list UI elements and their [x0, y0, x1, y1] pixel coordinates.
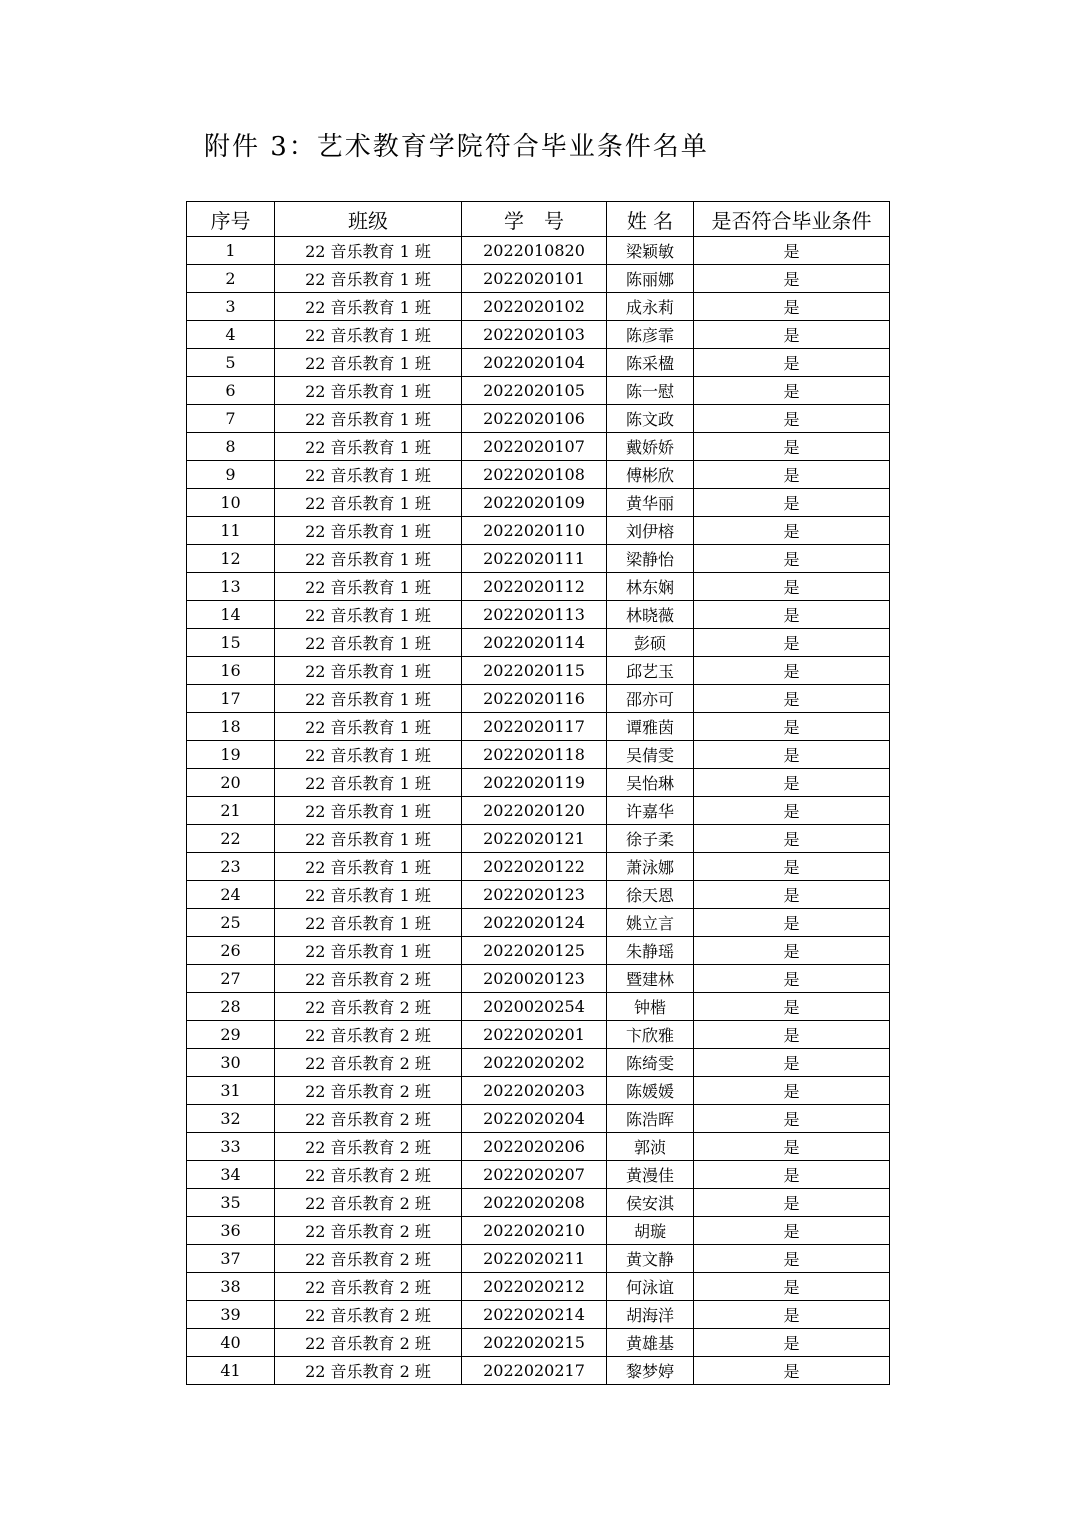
cell-eligible: 是 — [694, 405, 890, 433]
cell-class: 22 音乐教育 1 班 — [275, 657, 462, 685]
table-row — [187, 825, 890, 853]
table-row — [187, 881, 890, 909]
cell-student-id: 2022020119 — [462, 769, 607, 797]
cell-name: 傅彬欣 — [607, 461, 694, 489]
cell-name: 邱艺玉 — [607, 657, 694, 685]
cell-seq: 14 — [187, 601, 275, 629]
cell-eligible: 是 — [694, 1357, 890, 1385]
cell-class: 22 音乐教育 2 班 — [275, 1133, 462, 1161]
table-row — [187, 573, 890, 601]
table-row — [187, 377, 890, 405]
cell-class: 22 音乐教育 1 班 — [275, 881, 462, 909]
cell-eligible: 是 — [694, 1021, 890, 1049]
cell-class: 22 音乐教育 1 班 — [275, 237, 462, 265]
cell-seq: 25 — [187, 909, 275, 937]
cell-name: 朱静瑶 — [607, 937, 694, 965]
cell-eligible: 是 — [694, 797, 890, 825]
table-row — [187, 1217, 890, 1245]
cell-eligible: 是 — [694, 909, 890, 937]
cell-class: 22 音乐教育 2 班 — [275, 1077, 462, 1105]
cell-student-id: 2022020111 — [462, 545, 607, 573]
cell-eligible: 是 — [694, 237, 890, 265]
cell-name: 徐子柔 — [607, 825, 694, 853]
cell-class: 22 音乐教育 2 班 — [275, 1273, 462, 1301]
table-row — [187, 1133, 890, 1161]
table-row — [187, 909, 890, 937]
cell-eligible: 是 — [694, 1329, 890, 1357]
cell-name: 姚立言 — [607, 909, 694, 937]
table-row — [187, 349, 890, 377]
cell-eligible: 是 — [694, 489, 890, 517]
cell-seq: 3 — [187, 293, 275, 321]
cell-seq: 4 — [187, 321, 275, 349]
cell-name: 黄漫佳 — [607, 1161, 694, 1189]
cell-eligible: 是 — [694, 573, 890, 601]
cell-eligible: 是 — [694, 853, 890, 881]
table-row — [187, 769, 890, 797]
cell-name: 成永莉 — [607, 293, 694, 321]
cell-eligible: 是 — [694, 881, 890, 909]
cell-student-id: 2022020124 — [462, 909, 607, 937]
cell-class: 22 音乐教育 1 班 — [275, 489, 462, 517]
cell-name: 徐天恩 — [607, 881, 694, 909]
cell-eligible: 是 — [694, 433, 890, 461]
table-row — [187, 629, 890, 657]
cell-name: 暨建林 — [607, 965, 694, 993]
cell-eligible: 是 — [694, 265, 890, 293]
cell-eligible: 是 — [694, 993, 890, 1021]
cell-seq: 37 — [187, 1245, 275, 1273]
cell-class: 22 音乐教育 1 班 — [275, 433, 462, 461]
table-row — [187, 797, 890, 825]
cell-seq: 28 — [187, 993, 275, 1021]
cell-name: 谭雅茵 — [607, 713, 694, 741]
cell-class: 22 音乐教育 2 班 — [275, 1161, 462, 1189]
cell-eligible: 是 — [694, 769, 890, 797]
table-row — [187, 1161, 890, 1189]
cell-student-id: 2022020210 — [462, 1217, 607, 1245]
cell-student-id: 2022020107 — [462, 433, 607, 461]
cell-seq: 34 — [187, 1161, 275, 1189]
cell-eligible: 是 — [694, 1133, 890, 1161]
cell-name: 林晓薇 — [607, 601, 694, 629]
cell-eligible: 是 — [694, 1245, 890, 1273]
cell-student-id: 2022020123 — [462, 881, 607, 909]
table-row — [187, 657, 890, 685]
table-row — [187, 741, 890, 769]
cell-seq: 39 — [187, 1301, 275, 1329]
table-row — [187, 1189, 890, 1217]
cell-class: 22 音乐教育 1 班 — [275, 937, 462, 965]
cell-seq: 10 — [187, 489, 275, 517]
table-row — [187, 545, 890, 573]
cell-eligible: 是 — [694, 377, 890, 405]
cell-class: 22 音乐教育 1 班 — [275, 461, 462, 489]
header-eligible: 是否符合毕业条件 — [694, 202, 890, 237]
cell-student-id: 2022020115 — [462, 657, 607, 685]
cell-name: 陈一慰 — [607, 377, 694, 405]
table-row — [187, 1245, 890, 1273]
cell-class: 22 音乐教育 1 班 — [275, 769, 462, 797]
table-row — [187, 1049, 890, 1077]
table-row — [187, 489, 890, 517]
cell-name: 梁颖敏 — [607, 237, 694, 265]
cell-seq: 17 — [187, 685, 275, 713]
cell-eligible: 是 — [694, 293, 890, 321]
cell-name: 黄雄基 — [607, 1329, 694, 1357]
table-row — [187, 1357, 890, 1385]
cell-seq: 1 — [187, 237, 275, 265]
cell-name: 郭浈 — [607, 1133, 694, 1161]
cell-seq: 32 — [187, 1105, 275, 1133]
table-row — [187, 937, 890, 965]
cell-eligible: 是 — [694, 1273, 890, 1301]
cell-seq: 23 — [187, 853, 275, 881]
cell-seq: 24 — [187, 881, 275, 909]
table-row — [187, 601, 890, 629]
cell-seq: 18 — [187, 713, 275, 741]
cell-student-id: 2022020103 — [462, 321, 607, 349]
cell-seq: 19 — [187, 741, 275, 769]
table-row — [187, 433, 890, 461]
cell-seq: 31 — [187, 1077, 275, 1105]
cell-eligible: 是 — [694, 965, 890, 993]
table-row — [187, 321, 890, 349]
cell-student-id: 2022020202 — [462, 1049, 607, 1077]
cell-student-id: 2022020116 — [462, 685, 607, 713]
cell-eligible: 是 — [694, 461, 890, 489]
cell-seq: 40 — [187, 1329, 275, 1357]
cell-eligible: 是 — [694, 657, 890, 685]
cell-class: 22 音乐教育 1 班 — [275, 405, 462, 433]
table-row — [187, 1105, 890, 1133]
cell-student-id: 2022020113 — [462, 601, 607, 629]
cell-seq: 30 — [187, 1049, 275, 1077]
cell-name: 吴倩雯 — [607, 741, 694, 769]
table-row — [187, 517, 890, 545]
header-student-id: 学 号 — [462, 202, 607, 237]
cell-name: 陈彦霏 — [607, 321, 694, 349]
cell-class: 22 音乐教育 2 班 — [275, 1301, 462, 1329]
cell-eligible: 是 — [694, 321, 890, 349]
cell-student-id: 2022020118 — [462, 741, 607, 769]
cell-name: 黎梦婷 — [607, 1357, 694, 1385]
cell-name: 黄文静 — [607, 1245, 694, 1273]
cell-student-id: 2022020108 — [462, 461, 607, 489]
cell-class: 22 音乐教育 1 班 — [275, 685, 462, 713]
cell-class: 22 音乐教育 1 班 — [275, 377, 462, 405]
cell-seq: 36 — [187, 1217, 275, 1245]
cell-student-id: 2022020125 — [462, 937, 607, 965]
table-row — [187, 265, 890, 293]
cell-name: 胡璇 — [607, 1217, 694, 1245]
cell-student-id: 2022020121 — [462, 825, 607, 853]
cell-class: 22 音乐教育 2 班 — [275, 1357, 462, 1385]
cell-class: 22 音乐教育 2 班 — [275, 1329, 462, 1357]
cell-name: 戴娇娇 — [607, 433, 694, 461]
cell-name: 陈绮雯 — [607, 1049, 694, 1077]
cell-student-id: 2022020203 — [462, 1077, 607, 1105]
header-class: 班级 — [275, 202, 462, 237]
cell-name: 梁静怡 — [607, 545, 694, 573]
cell-student-id: 2022020114 — [462, 629, 607, 657]
cell-student-id: 2020020123 — [462, 965, 607, 993]
cell-seq: 16 — [187, 657, 275, 685]
cell-student-id: 2022020201 — [462, 1021, 607, 1049]
cell-student-id: 2022020106 — [462, 405, 607, 433]
cell-student-id: 2022020204 — [462, 1105, 607, 1133]
table-header-row — [187, 202, 890, 237]
cell-student-id: 2022020120 — [462, 797, 607, 825]
table-body — [187, 237, 890, 1385]
cell-student-id: 2022020117 — [462, 713, 607, 741]
cell-seq: 20 — [187, 769, 275, 797]
cell-student-id: 2022020214 — [462, 1301, 607, 1329]
cell-class: 22 音乐教育 1 班 — [275, 713, 462, 741]
header-name: 姓 名 — [607, 202, 694, 237]
cell-class: 22 音乐教育 1 班 — [275, 797, 462, 825]
cell-eligible: 是 — [694, 517, 890, 545]
cell-student-id: 2022020211 — [462, 1245, 607, 1273]
cell-eligible: 是 — [694, 601, 890, 629]
page-title: 附件 3：艺术教育学院符合毕业条件名单 — [204, 132, 709, 162]
cell-name: 陈文政 — [607, 405, 694, 433]
cell-seq: 7 — [187, 405, 275, 433]
cell-student-id: 2022010820 — [462, 237, 607, 265]
cell-seq: 5 — [187, 349, 275, 377]
cell-seq: 35 — [187, 1189, 275, 1217]
cell-student-id: 2020020254 — [462, 993, 607, 1021]
cell-student-id: 2022020105 — [462, 377, 607, 405]
cell-seq: 11 — [187, 517, 275, 545]
cell-name: 侯安淇 — [607, 1189, 694, 1217]
header-seq: 序号 — [187, 202, 275, 237]
cell-student-id: 2022020102 — [462, 293, 607, 321]
cell-student-id: 2022020101 — [462, 265, 607, 293]
table-row — [187, 685, 890, 713]
cell-class: 22 音乐教育 1 班 — [275, 853, 462, 881]
cell-class: 22 音乐教育 2 班 — [275, 965, 462, 993]
cell-student-id: 2022020212 — [462, 1273, 607, 1301]
table-row — [187, 1021, 890, 1049]
cell-eligible: 是 — [694, 1105, 890, 1133]
cell-class: 22 音乐教育 1 班 — [275, 825, 462, 853]
cell-class: 22 音乐教育 1 班 — [275, 293, 462, 321]
cell-class: 22 音乐教育 2 班 — [275, 993, 462, 1021]
cell-eligible: 是 — [694, 1049, 890, 1077]
cell-class: 22 音乐教育 2 班 — [275, 1105, 462, 1133]
cell-seq: 9 — [187, 461, 275, 489]
cell-eligible: 是 — [694, 713, 890, 741]
table-row — [187, 1273, 890, 1301]
cell-class: 22 音乐教育 1 班 — [275, 909, 462, 937]
cell-seq: 6 — [187, 377, 275, 405]
cell-name: 萧泳娜 — [607, 853, 694, 881]
graduation-list-table — [186, 201, 890, 1385]
cell-seq: 2 — [187, 265, 275, 293]
table-row — [187, 1301, 890, 1329]
cell-seq: 33 — [187, 1133, 275, 1161]
cell-seq: 12 — [187, 545, 275, 573]
cell-seq: 29 — [187, 1021, 275, 1049]
cell-name: 陈丽娜 — [607, 265, 694, 293]
cell-seq: 41 — [187, 1357, 275, 1385]
cell-name: 卞欣雅 — [607, 1021, 694, 1049]
cell-eligible: 是 — [694, 825, 890, 853]
cell-name: 吴怡琳 — [607, 769, 694, 797]
cell-class: 22 音乐教育 1 班 — [275, 349, 462, 377]
cell-class: 22 音乐教育 2 班 — [275, 1049, 462, 1077]
cell-class: 22 音乐教育 1 班 — [275, 573, 462, 601]
table-row — [187, 405, 890, 433]
cell-class: 22 音乐教育 2 班 — [275, 1217, 462, 1245]
table-row — [187, 853, 890, 881]
cell-seq: 21 — [187, 797, 275, 825]
cell-class: 22 音乐教育 2 班 — [275, 1021, 462, 1049]
table-row — [187, 237, 890, 265]
cell-eligible: 是 — [694, 685, 890, 713]
cell-student-id: 2022020207 — [462, 1161, 607, 1189]
cell-class: 22 音乐教育 1 班 — [275, 741, 462, 769]
cell-seq: 27 — [187, 965, 275, 993]
cell-name: 陈媛媛 — [607, 1077, 694, 1105]
cell-class: 22 音乐教育 1 班 — [275, 265, 462, 293]
cell-seq: 26 — [187, 937, 275, 965]
cell-class: 22 音乐教育 1 班 — [275, 517, 462, 545]
cell-eligible: 是 — [694, 545, 890, 573]
cell-student-id: 2022020110 — [462, 517, 607, 545]
table-row — [187, 293, 890, 321]
cell-eligible: 是 — [694, 1217, 890, 1245]
cell-name: 胡海洋 — [607, 1301, 694, 1329]
cell-name: 陈浩晖 — [607, 1105, 694, 1133]
cell-seq: 38 — [187, 1273, 275, 1301]
cell-eligible: 是 — [694, 629, 890, 657]
cell-eligible: 是 — [694, 741, 890, 769]
table-row — [187, 1329, 890, 1357]
cell-eligible: 是 — [694, 1161, 890, 1189]
cell-seq: 22 — [187, 825, 275, 853]
table-row — [187, 993, 890, 1021]
cell-student-id: 2022020112 — [462, 573, 607, 601]
cell-student-id: 2022020215 — [462, 1329, 607, 1357]
cell-class: 22 音乐教育 2 班 — [275, 1245, 462, 1273]
cell-name: 钟楷 — [607, 993, 694, 1021]
cell-seq: 15 — [187, 629, 275, 657]
table-row — [187, 713, 890, 741]
cell-eligible: 是 — [694, 1189, 890, 1217]
cell-student-id: 2022020208 — [462, 1189, 607, 1217]
cell-class: 22 音乐教育 1 班 — [275, 629, 462, 657]
cell-name: 黄华丽 — [607, 489, 694, 517]
cell-name: 彭硕 — [607, 629, 694, 657]
cell-seq: 8 — [187, 433, 275, 461]
cell-name: 许嘉华 — [607, 797, 694, 825]
cell-name: 邵亦可 — [607, 685, 694, 713]
cell-student-id: 2022020217 — [462, 1357, 607, 1385]
cell-seq: 13 — [187, 573, 275, 601]
cell-name: 刘伊榕 — [607, 517, 694, 545]
table-row — [187, 1077, 890, 1105]
cell-name: 何泳谊 — [607, 1273, 694, 1301]
cell-eligible: 是 — [694, 1077, 890, 1105]
cell-class: 22 音乐教育 1 班 — [275, 545, 462, 573]
cell-eligible: 是 — [694, 937, 890, 965]
cell-student-id: 2022020206 — [462, 1133, 607, 1161]
cell-class: 22 音乐教育 1 班 — [275, 601, 462, 629]
cell-class: 22 音乐教育 2 班 — [275, 1189, 462, 1217]
table-row — [187, 461, 890, 489]
cell-eligible: 是 — [694, 1301, 890, 1329]
cell-name: 陈采楹 — [607, 349, 694, 377]
cell-name: 林东娴 — [607, 573, 694, 601]
cell-student-id: 2022020109 — [462, 489, 607, 517]
cell-eligible: 是 — [694, 349, 890, 377]
cell-class: 22 音乐教育 1 班 — [275, 321, 462, 349]
cell-student-id: 2022020104 — [462, 349, 607, 377]
table-row — [187, 965, 890, 993]
cell-student-id: 2022020122 — [462, 853, 607, 881]
